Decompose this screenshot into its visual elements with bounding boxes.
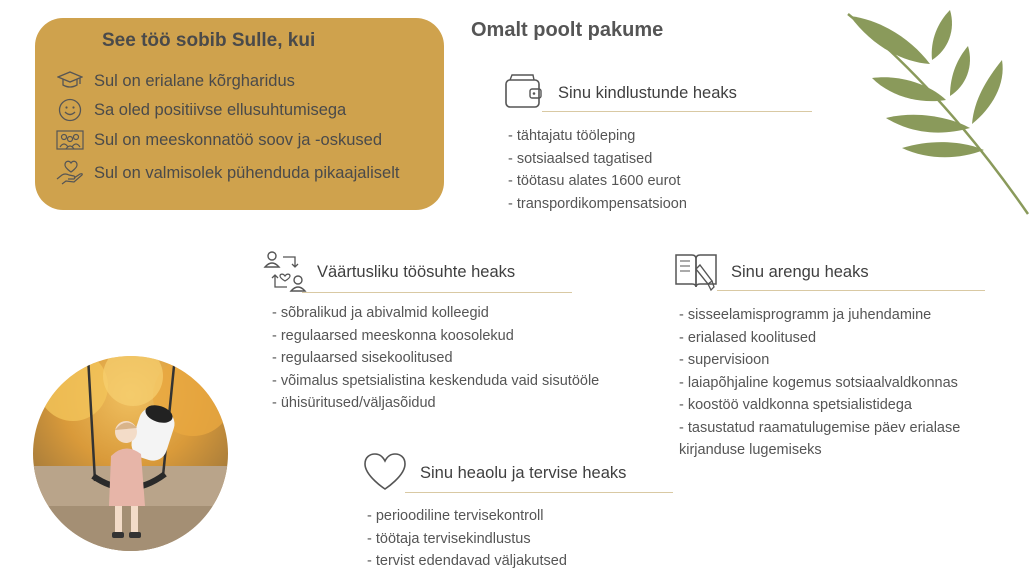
leaf-branch-decoration (842, 0, 1030, 220)
security-list (508, 125, 687, 215)
wallet-icon (503, 72, 543, 112)
list-item: - transpordikompensatsioon (508, 195, 687, 212)
list-item: - võimalus spetsialistina keskenduda vaid sisutööle (272, 372, 600, 389)
list-item: - töötaja tervisekindlustus (367, 530, 531, 547)
heart-icon (362, 452, 408, 492)
list-item: - erialased koolitused (679, 329, 817, 346)
development-list (679, 304, 999, 462)
offer-title: Omalt poolt pakume (471, 19, 664, 41)
team-icon (56, 126, 84, 154)
list-item: - koostöö valdkonna spetsialistidega (679, 397, 912, 413)
list-item: - tähtajatu tööleping (508, 128, 636, 144)
list-item: - sõbralikud ja abivalmid kolleegid (272, 305, 489, 321)
list-item: - tervist edendavad väljakutsed (367, 553, 567, 569)
list-item: - laiapõhjaline kogemus sotsiaalvaldkonnas (679, 374, 958, 391)
section-divider (302, 292, 572, 293)
wellbeing-list (367, 505, 567, 573)
section-title-wellbeing: Sinu heaolu ja tervise heaks (420, 464, 627, 482)
child-on-swing-photo (33, 356, 228, 551)
section-title-development: Sinu arengu heaks (731, 263, 869, 281)
list-item: - regulaarsed sisekoolitused (272, 350, 453, 366)
section-divider (717, 290, 985, 291)
list-item: - ühisüritused/väljasõidud (272, 395, 436, 411)
list-item: - sotsiaalsed tagatised (508, 150, 653, 167)
fit-item: Sul on erialane kõrgharidus (56, 67, 295, 95)
fit-item: Sul on meeskonnatöö soov ja -oskused (56, 126, 382, 154)
list-item: - tasustatud raamatulugemise päev erialase kirjanduse lugemiseks (679, 419, 961, 458)
heart-hand-icon (56, 159, 84, 187)
list-item: - supervisioon (679, 352, 770, 368)
section-divider (405, 492, 673, 493)
list-item: - töötasu alates 1600 eurot (508, 173, 681, 189)
section-title-security: Sinu kindlustunde heaks (558, 84, 737, 102)
list-item: - sisseelamisprogramm ja juhendamine (679, 307, 932, 323)
job-fit-title: See töö sobib Sulle, kui (102, 30, 316, 51)
people-exchange-icon (263, 249, 303, 289)
section-title-relationship: Väärtusliku töösuhte heaks (317, 263, 516, 281)
list-item: - regulaarsed meeskonna koosolekud (272, 327, 514, 344)
smiley-icon (56, 96, 84, 124)
book-pen-icon (674, 251, 714, 291)
fit-item: Sa oled positiivse ellusuhtumisega (56, 96, 346, 124)
relationship-list (272, 302, 599, 415)
list-item: - perioodiline tervisekontroll (367, 508, 544, 524)
graduation-cap-icon (56, 67, 84, 95)
section-divider (542, 111, 812, 112)
fit-item: Sul on valmisolek pühenduda pikaajaliselt (56, 159, 399, 187)
